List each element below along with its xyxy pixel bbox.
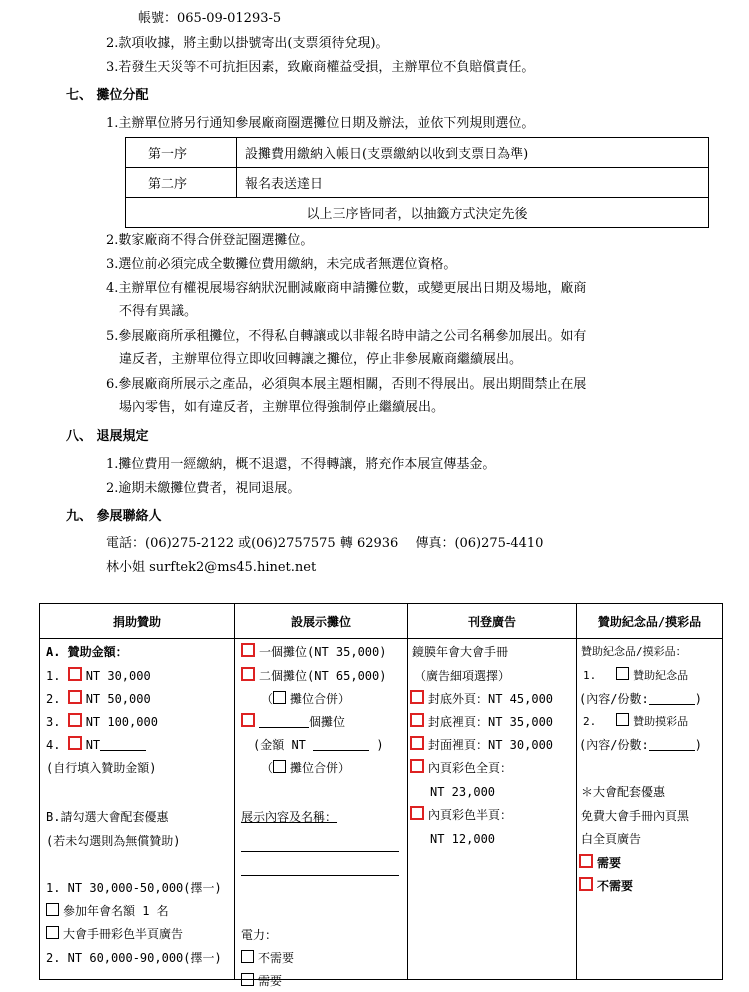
package-offer-line-1: 免費大會手冊內頁黑 bbox=[581, 809, 690, 823]
amount-option-4[interactable]: 4. NT bbox=[46, 734, 146, 756]
offer-option-no-need[interactable]: 不需要 bbox=[579, 875, 633, 897]
contact-phone: 電話：(06)275-2122 或(06)2757575 轉 62936 傳真：(06)275-4410 bbox=[106, 536, 544, 551]
checkbox[interactable] bbox=[68, 736, 82, 750]
gift-option-raffle[interactable]: 2. 贊助摸彩品 bbox=[583, 715, 689, 728]
section-7-item-4b: 不得有異議。 bbox=[119, 304, 198, 319]
section-7-item-3: 3.選位前必須完成全數攤位費用繳納，未完成者無選位資格。 bbox=[106, 257, 457, 272]
header-sponsorship: 捐助贊助 bbox=[40, 604, 235, 639]
display-line-2[interactable] bbox=[241, 875, 399, 876]
checkbox[interactable] bbox=[241, 643, 255, 657]
ad-option-full-page[interactable]: 內頁彩色全頁： bbox=[410, 757, 512, 779]
section-7-heading: 七、 攤位分配 bbox=[66, 88, 149, 103]
booth-merge-2[interactable]: （ 攤位合併） bbox=[261, 761, 351, 775]
payment-item-3: 3.若發生天災等不可抗拒因素，致廠商權益受損，主辦單位不負賠償責任。 bbox=[106, 60, 535, 75]
package-note: (若未勾選則為無償贊助) bbox=[46, 834, 181, 848]
header-booth: 設展示攤位 bbox=[235, 604, 408, 639]
gift-raffle-qty: (內容/份數: ) bbox=[579, 738, 702, 752]
checkbox[interactable] bbox=[410, 806, 424, 820]
col-booth bbox=[235, 639, 408, 988]
booth-amount: (金額 NT ) bbox=[253, 738, 384, 752]
amount-option-1[interactable]: 1. NT 30,000 bbox=[46, 669, 151, 683]
amount-blank[interactable] bbox=[100, 750, 146, 751]
booth-option-3[interactable]: 個攤位 bbox=[241, 711, 345, 733]
package-option-halfpage[interactable]: 大會手冊彩色半頁廣告 bbox=[46, 923, 183, 945]
selection-order-table bbox=[125, 137, 709, 228]
amount-option-3[interactable]: 3. NT 100,000 bbox=[46, 715, 158, 729]
order-note: 以上三序皆同者，以抽籤方式決定先後 bbox=[126, 198, 709, 228]
booth-merge-1[interactable]: （ 攤位合併） bbox=[261, 692, 351, 706]
amount-note: (自行填入贊助金額) bbox=[46, 761, 157, 775]
section-7-item-6a: 6.參展廠商所展示之產品，必須與本展主題相關，否則不得展出。展出期間禁止在展 bbox=[106, 377, 587, 392]
booth-amount-blank[interactable] bbox=[313, 750, 369, 751]
power-label: 電力： bbox=[241, 928, 278, 942]
booth-count-blank[interactable] bbox=[259, 727, 309, 728]
contact-email: 林小姐 surftek2@ms45.hinet.net bbox=[106, 560, 317, 575]
offer-option-need[interactable]: 需要 bbox=[579, 852, 621, 874]
checkbox[interactable] bbox=[616, 667, 629, 680]
power-option-no[interactable]: 不需要 bbox=[241, 947, 294, 969]
section-7-item-2: 2.數家廠商不得合併登記圈選攤位。 bbox=[106, 233, 314, 248]
checkbox[interactable] bbox=[241, 713, 255, 727]
checkbox[interactable] bbox=[273, 760, 286, 773]
booth-option-2[interactable]: 二個攤位(NT 65,000) bbox=[241, 665, 386, 687]
booth-option-1[interactable]: 一個攤位(NT 35,000) bbox=[241, 641, 386, 663]
section-7-item-5b: 違反者，主辦單位得立即收回轉讓之攤位，停止非參展廠商繼續展出。 bbox=[119, 352, 523, 367]
amount-title: A. 贊助金額： bbox=[46, 645, 128, 659]
section-9-heading: 九、 參展聯絡人 bbox=[66, 509, 162, 524]
order-1-label: 第一序 bbox=[126, 138, 237, 168]
ads-title: 鏡膜年會大會手冊 bbox=[412, 645, 509, 659]
section-8-item-2: 2.逾期未繳攤位費者，視同退展。 bbox=[106, 481, 301, 496]
section-7-item-6b: 場內零售，如有違反者，主辦單位得強制停止繼續展出。 bbox=[119, 400, 445, 415]
header-ads: 刊登廣告 bbox=[408, 604, 577, 639]
package-offer-line-2: 白全頁廣告 bbox=[581, 832, 642, 846]
checkbox[interactable] bbox=[410, 736, 424, 750]
order-1-text: 設攤費用繳納入帳日(支票繳納以收到支票日為準) bbox=[237, 138, 709, 168]
gift-souvenir-qty: (內容/份數: ) bbox=[579, 692, 702, 706]
checkbox[interactable] bbox=[616, 713, 629, 726]
package-option-members[interactable]: 參加年會名額 1 名 bbox=[46, 900, 169, 922]
col-ads bbox=[408, 639, 577, 980]
checkbox[interactable] bbox=[579, 854, 593, 868]
ad-option-half-page[interactable]: 內頁彩色半頁： bbox=[410, 804, 512, 826]
checkbox[interactable] bbox=[68, 713, 82, 727]
checkbox[interactable] bbox=[410, 713, 424, 727]
package-tier-1: 1. NT 30,000-50,000(擇一) bbox=[46, 881, 222, 895]
checkbox[interactable] bbox=[241, 973, 254, 986]
order-2-label: 第二序 bbox=[126, 168, 237, 198]
ads-subtitle: （廣告細項選擇） bbox=[414, 669, 511, 683]
checkbox[interactable] bbox=[241, 950, 254, 963]
checkbox[interactable] bbox=[241, 667, 255, 681]
checkbox[interactable] bbox=[46, 903, 59, 916]
package-tier-2: 2. NT 60,000-90,000(擇一) bbox=[46, 951, 222, 965]
ad-full-page-price: NT 23,000 bbox=[430, 785, 496, 799]
section-7-item-5a: 5.參展廠商所承租攤位，不得私自轉讓或以非報名時申請之公司名稱參加展出。如有 bbox=[106, 329, 587, 344]
checkbox[interactable] bbox=[410, 759, 424, 773]
section-7-item-4a: 4.主辦單位有權視展場容納狀況刪減廠商申請攤位數，或變更展出日期及場地，廠商 bbox=[106, 281, 587, 296]
ad-option-back-cover[interactable]: 封底外頁：NT 45,000 bbox=[410, 688, 553, 710]
souvenir-qty-blank[interactable] bbox=[649, 704, 695, 705]
amount-option-2[interactable]: 2. NT 50,000 bbox=[46, 692, 151, 706]
ad-option-inside-front[interactable]: 封面裡頁：NT 30,000 bbox=[410, 734, 553, 756]
col-gifts bbox=[577, 639, 723, 980]
checkbox[interactable] bbox=[46, 926, 59, 939]
gifts-title: 贊助紀念品/摸彩品： bbox=[581, 645, 687, 658]
account-number: 帳號：065-09-01293-5 bbox=[138, 11, 282, 26]
display-line-1[interactable] bbox=[241, 851, 399, 852]
sponsorship-form bbox=[39, 603, 723, 988]
checkbox[interactable] bbox=[68, 667, 82, 681]
col-sponsorship bbox=[40, 639, 235, 980]
header-gifts: 贊助紀念品/摸彩品 bbox=[577, 604, 723, 639]
checkbox[interactable] bbox=[579, 877, 593, 891]
section-8-heading: 八、 退展規定 bbox=[66, 429, 149, 444]
order-2-text: 報名表送達日 bbox=[237, 168, 709, 198]
checkbox[interactable] bbox=[68, 690, 82, 704]
gift-option-souvenir[interactable]: 1. 贊助紀念品 bbox=[583, 669, 689, 682]
display-content-label: 展示內容及名稱： bbox=[241, 810, 338, 824]
package-offer-title: ＊大會配套優惠 bbox=[581, 785, 666, 799]
section-7-item-1: 1.主辦單位將另行通知參展廠商圈選攤位日期及辦法，並依下列規則選位。 bbox=[106, 116, 535, 131]
checkbox[interactable] bbox=[410, 690, 424, 704]
package-title: B.請勾選大會配套優惠 bbox=[46, 810, 169, 824]
power-option-yes[interactable]: 需要 bbox=[241, 970, 282, 992]
checkbox[interactable] bbox=[273, 691, 286, 704]
section-8-item-1: 1.攤位費用一經繳納，概不退還，不得轉讓，將充作本展宣傳基金。 bbox=[106, 457, 496, 472]
ad-option-inside-back[interactable]: 封底裡頁：NT 35,000 bbox=[410, 711, 553, 733]
payment-item-2: 2.款項收據，將主動以掛號寄出(支票須待兌現)。 bbox=[106, 36, 389, 51]
ad-half-page-price: NT 12,000 bbox=[430, 832, 496, 846]
raffle-qty-blank[interactable] bbox=[649, 750, 695, 751]
